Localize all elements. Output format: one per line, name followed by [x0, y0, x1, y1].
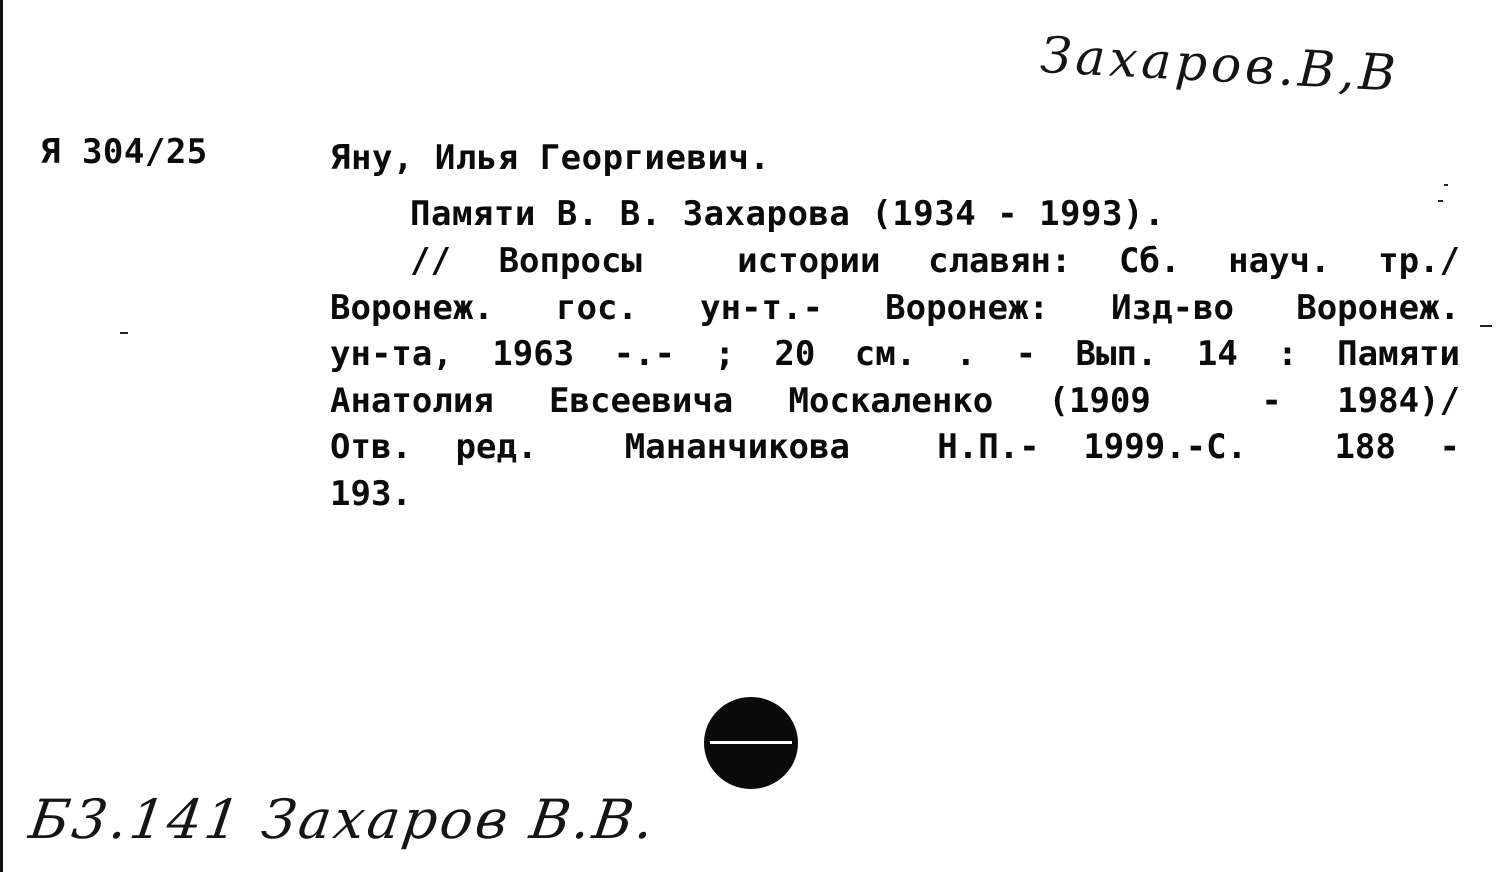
description-line: 193. [330, 473, 412, 514]
description-line: // Вопросы истории славян: Сб. науч. тр./ [410, 241, 1460, 281]
bibliographic-description [330, 238, 1460, 517]
description-line: ун-та, 1963 -.- ; 20 см. . - Вып. 14 : Памяти [330, 334, 1460, 374]
record-title: Памяти В. В. Захарова (1934 - 1993). [410, 194, 1165, 234]
handwritten-heading: Захаров.В,В [1038, 26, 1401, 103]
speck-mark [120, 332, 128, 334]
card-edge [0, 0, 3, 872]
speck-mark [1438, 200, 1443, 202]
description-line: Отв. ред. Мананчикова Н.П.- 1999.-С. 188 - [330, 427, 1460, 467]
punch-hole [704, 697, 798, 789]
description-line: Анатолия Евсеевича Москаленко (1909 - 1984)/ [330, 380, 1460, 421]
handwritten-classification: Б3.141 Захаров В.В. [25, 788, 661, 851]
description-line: Воронеж. гос. ун-т.- Воронеж: Изд-во Воронеж. [330, 287, 1460, 328]
shelfmark: Я 304/25 [40, 132, 208, 172]
speck-mark [1444, 184, 1448, 186]
author-heading: Яну, Илья Георгиевич. [330, 138, 771, 178]
speck-mark [1480, 325, 1492, 327]
